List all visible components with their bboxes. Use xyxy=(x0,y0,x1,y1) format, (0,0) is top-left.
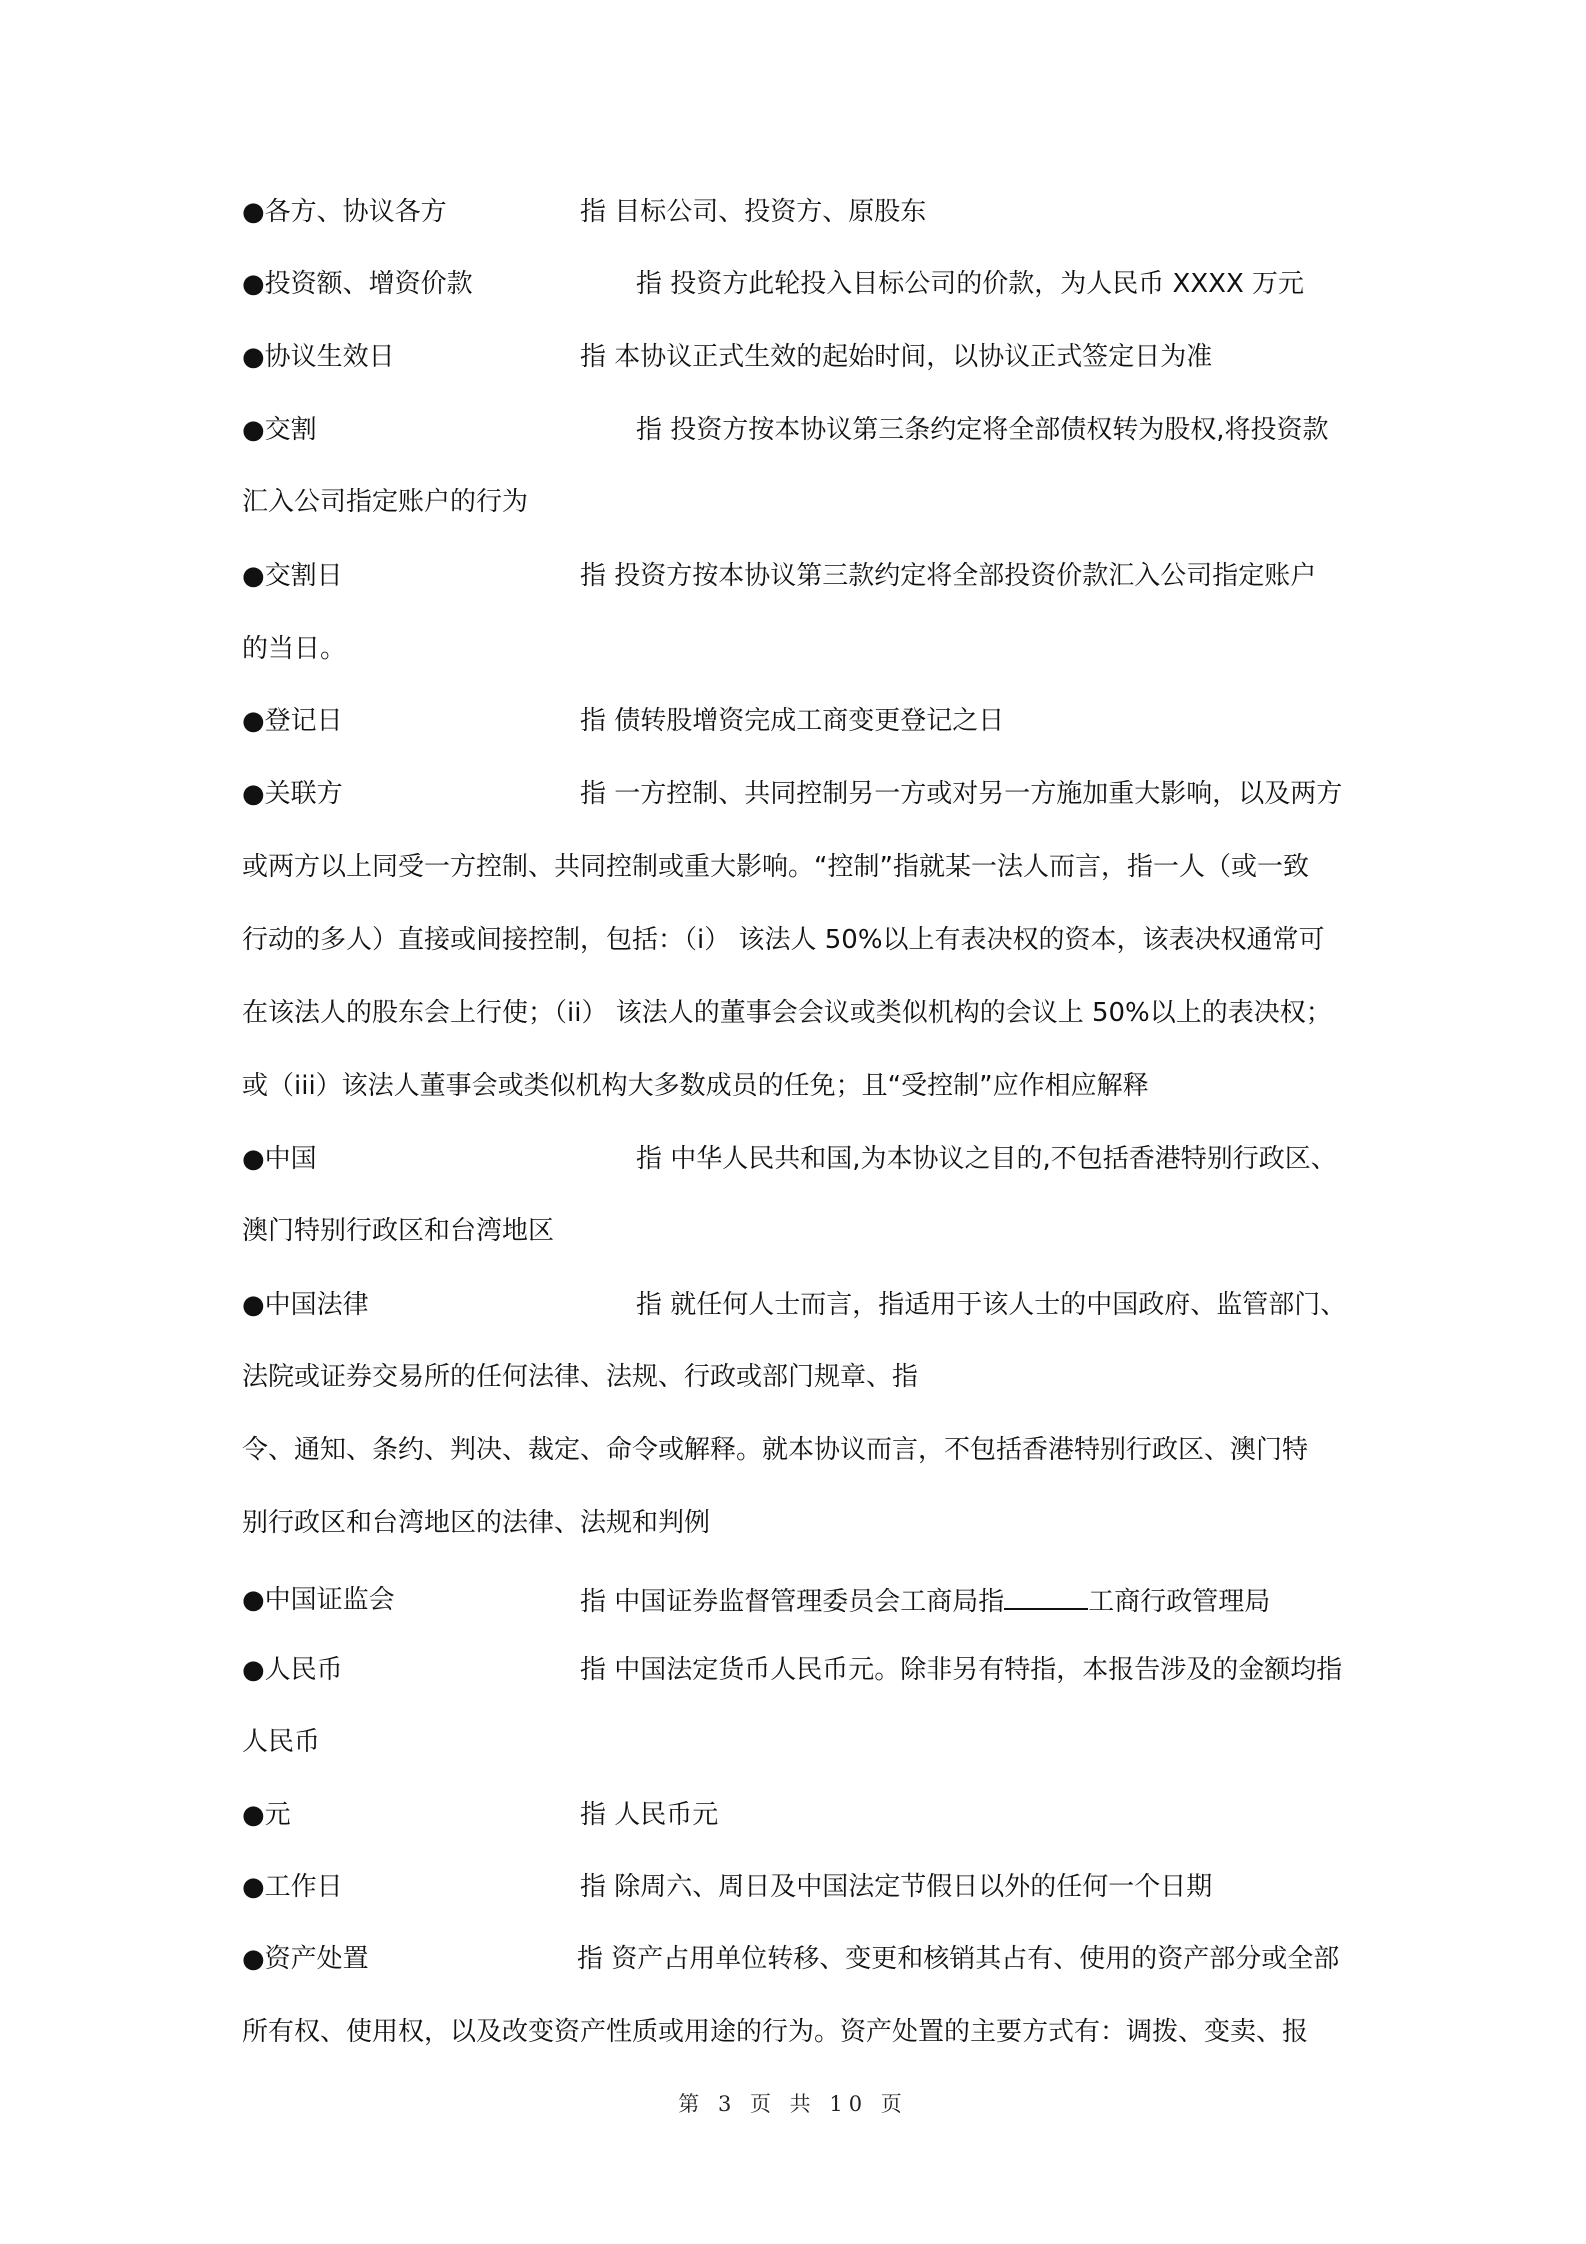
definition: 指 目标公司、投资方、原股东 xyxy=(580,197,927,227)
definition-continuation: 或（iii）该法人董事会或类似机构大多数成员的任免；且“受控制”应作相应解释 xyxy=(242,1071,1149,1101)
definition-text: 工商行政管理局 xyxy=(1088,1587,1271,1617)
definition: 指 投资方此轮投入目标公司的价款，为人民币 XXXX 万元 xyxy=(636,269,1305,299)
term: ●资产处置 xyxy=(242,1944,369,1974)
blank-underline xyxy=(1004,1582,1088,1610)
page-number-footer: 第 3 页 共 10 页 xyxy=(678,2092,908,2116)
term: ●各方、协议各方 xyxy=(242,197,447,227)
term: ●登记日 xyxy=(242,706,343,736)
definition-continuation: 行动的多人）直接或间接控制，包括：（i） 该法人 50%以上有表决权的资本，该表决权通常可 xyxy=(242,925,1325,955)
definition-continuation: 令、通知、条约、判决、裁定、命令或解释。就本协议而言，不包括香港特别行政区、澳门特 xyxy=(242,1435,1309,1465)
definition: 指 除周六、周日及中国法定节假日以外的任何一个日期 xyxy=(580,1872,1213,1902)
definition-continuation: 澳门特别行政区和台湾地区 xyxy=(242,1216,555,1246)
definition-continuation: 别行政区和台湾地区的法律、法规和判例 xyxy=(242,1508,711,1538)
definition-continuation: 法院或证券交易所的任何法律、法规、行政或部门规章、指 xyxy=(242,1362,919,1392)
definition-continuation: 或两方以上同受一方控制、共同控制或重大影响。“控制”指就某一法人而言，指一人（或一致 xyxy=(242,852,1309,882)
term: ●工作日 xyxy=(242,1872,343,1902)
definition: 指 债转股增资完成工商变更登记之日 xyxy=(580,706,1005,736)
definition: 指 本协议正式生效的起始时间，以协议正式签定日为准 xyxy=(580,342,1213,372)
definition: 指 中国法定货币人民币元。除非另有特指，本报告涉及的金额均指 xyxy=(580,1655,1343,1685)
definition-continuation: 汇入公司指定账户的行为 xyxy=(242,487,529,517)
definition: 指 中华人民共和国,为本协议之目的,不包括香港特别行政区、 xyxy=(636,1144,1337,1174)
definition-continuation: 在该法人的股东会上行使；（ii） 该法人的董事会会议或类似机构的会议上 50%以上的表决权； xyxy=(242,998,1332,1028)
definition: 指 就任何人士而言，指适用于该人士的中国政府、监管部门、 xyxy=(636,1290,1347,1320)
term: ●交割日 xyxy=(242,561,343,591)
definition: 指 资产占用单位转移、变更和核销其占有、使用的资产部分或全部 xyxy=(577,1944,1340,1974)
definition: 指 投资方按本协议第三款约定将全部投资价款汇入公司指定账户 xyxy=(580,561,1317,591)
definition-continuation: 的当日。 xyxy=(242,634,347,664)
term: ●元 xyxy=(242,1800,291,1830)
term: ●中国 xyxy=(242,1144,317,1174)
term: ●交割 xyxy=(242,415,317,445)
definition-continuation: 人民币 xyxy=(242,1727,321,1757)
term: ●投资额、增资价款 xyxy=(242,269,473,299)
term: ●协议生效日 xyxy=(242,342,395,372)
term: ●人民币 xyxy=(242,1655,343,1685)
definition: 指 一方控制、共同控制另一方或对另一方施加重大影响，以及两方 xyxy=(580,779,1343,809)
definition: 指 投资方按本协议第三条约定将全部债权转为股权,将投资款 xyxy=(636,415,1329,445)
term: ●中国法律 xyxy=(242,1290,369,1320)
term: ●中国证监会 xyxy=(242,1585,395,1615)
definition: 指 人民币元 xyxy=(580,1800,719,1830)
definition-text: 指 中国证券监督管理委员会工商局指 xyxy=(580,1587,1005,1617)
definition xyxy=(580,1582,1270,1620)
term: ●关联方 xyxy=(242,779,343,809)
definition-continuation: 所有权、使用权，以及改变资产性质或用途的行为。资产处置的主要方式有：调拨、变卖、报 xyxy=(242,2017,1309,2047)
